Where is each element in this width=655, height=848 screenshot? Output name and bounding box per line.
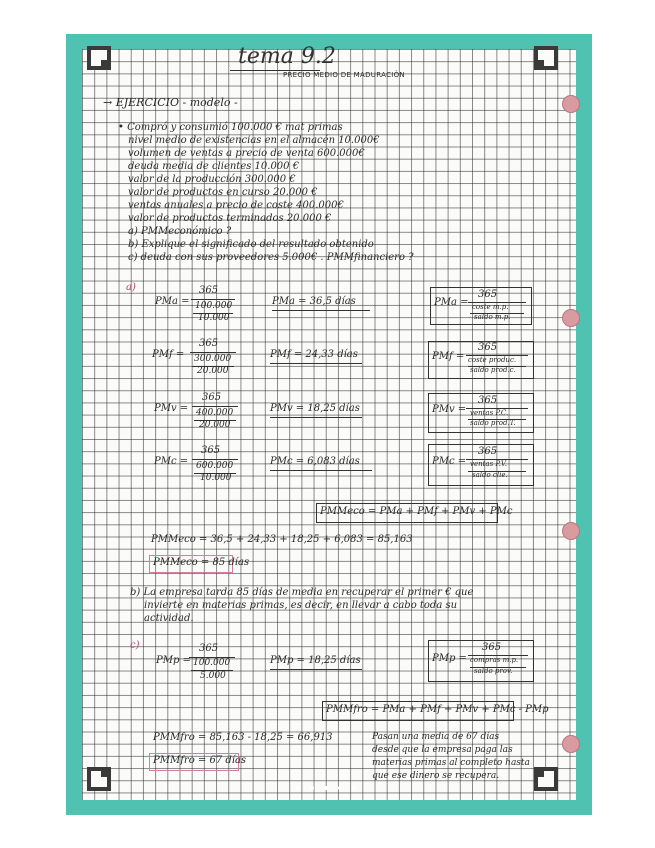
row-den2: 10.000: [198, 313, 230, 323]
row-lhs: PMa =: [155, 296, 190, 307]
result-underline: [270, 669, 362, 670]
box-den2: saldo prov.: [474, 667, 513, 675]
formula-eco: PMMeco = PMa + PMf + PMv + PMc: [320, 506, 513, 517]
row-numerator: 365: [201, 445, 221, 456]
box-den2: saldo clie.: [472, 471, 508, 479]
result-underline: [270, 470, 372, 471]
box-den2: saldo prod.c.: [470, 366, 516, 374]
row-result: PMv = 18,25 días: [270, 403, 360, 414]
statement-line: deuda media de clientes 10.000 €: [128, 161, 300, 172]
row-numerator: 365: [199, 338, 219, 349]
note-line: materias primas al completo hasta: [372, 758, 530, 768]
statement-line: volumen de ventas a precio de venta 600.000€: [128, 148, 365, 159]
box-den2: saldo m.p.: [474, 313, 511, 321]
footer-dot: [338, 786, 342, 790]
part-a-label: a): [126, 282, 136, 293]
box-numerator: 365: [478, 342, 498, 353]
row-den2: 5.000: [200, 671, 226, 681]
page-subtitle: PRECIO MEDIO DE MADURACIÓN: [283, 71, 405, 79]
box-lhs: PMf =: [432, 351, 465, 362]
box-den1: ventas P.V.: [470, 460, 507, 468]
footer-dot: [352, 786, 356, 790]
row-result: PMp = 18,25 días: [270, 655, 361, 666]
footer-dot: [310, 786, 314, 790]
note-line: que ese dinero se recupera.: [372, 771, 500, 781]
footer-dot: [324, 786, 328, 790]
row-result: PMf = 24,33 días: [270, 349, 358, 360]
note-line: desde que la empresa paga las: [372, 745, 513, 755]
result-eco: PMMeco = 85 días: [153, 557, 250, 568]
box-den2: saldo prod.T.: [470, 419, 516, 427]
corner-mark-icon: [87, 46, 111, 70]
row-lhs: PMv =: [154, 403, 189, 414]
row-numerator: 365: [199, 285, 219, 296]
result-underline: [272, 310, 370, 311]
fraction-bar: [191, 299, 235, 300]
row-lhs: PMf =: [152, 349, 185, 360]
row-den2: 10.000: [200, 473, 232, 483]
row-result: PMc = 6,083 días: [270, 456, 360, 467]
corner-mark-icon: [534, 46, 558, 70]
binder-hole: [562, 309, 580, 327]
row-den2: 20.000: [197, 366, 229, 376]
box-lhs: PMv =: [432, 404, 467, 415]
statement-line: ventas anuales a precio de coste 400.000€: [128, 200, 344, 211]
box-lhs: PMp =: [432, 653, 467, 664]
row-den2: 20.000: [199, 420, 231, 430]
statement-line: valor de productos en curso 20.000 €: [128, 187, 318, 198]
calc-fin: PMMfro = 85,163 - 18,25 = 66,913: [153, 732, 333, 743]
formula-fin: PMMfro = PMa + PMf + PMv + PMc - PMp: [326, 704, 549, 715]
box-den1: compras m.p.: [470, 656, 519, 664]
box-lhs: PMa =: [434, 297, 469, 308]
row-den1: 400.000: [196, 408, 234, 418]
box-numerator: 365: [478, 395, 498, 406]
result-underline: [270, 363, 362, 364]
page-title: tema 9.2: [238, 44, 336, 69]
binder-hole: [562, 95, 580, 113]
row-result: PMa = 36,5 días: [272, 296, 356, 307]
row-numerator: 365: [199, 643, 219, 654]
binder-hole: [562, 735, 580, 753]
box-numerator: 365: [478, 446, 498, 457]
statement-line: nivel medio de existencias en el almacén 10.000€: [128, 135, 380, 146]
statement-line: c) deuda con sus proveedores 5.000€ . PMMfinanciero ?: [128, 252, 414, 263]
corner-mark-icon: [87, 767, 111, 791]
statement-line: b) Explique el significado del resultado obtenido: [128, 239, 374, 250]
statement-line: valor de productos terminados 20.000 €: [128, 213, 332, 224]
fraction-bar: [190, 352, 236, 353]
box-lhs: PMc =: [432, 456, 467, 467]
binder-hole: [562, 522, 580, 540]
calc-eco: PMMeco = 36,5 + 24,33 + 18,25 + 6,083 = 85,163: [151, 534, 413, 545]
part-b-line: invierte en materias primas, es decir, en llevar a cabo toda su: [144, 600, 458, 611]
box-numerator: 365: [482, 642, 502, 653]
result-underline: [270, 417, 362, 418]
result-fin: PMMfro = 67 días: [153, 755, 247, 766]
row-den1: 600.000: [196, 461, 234, 471]
row-lhs: PMc =: [154, 456, 189, 467]
part-b-line: b) La empresa tarda 85 días de media en recuperar el primer € que: [130, 587, 474, 598]
part-b-line: actividad.: [144, 613, 194, 624]
row-lhs: PMp =: [156, 655, 191, 666]
box-den1: ventas P.C.: [470, 409, 509, 417]
row-numerator: 365: [202, 392, 222, 403]
statement-line: a) PMMeconómico ?: [128, 226, 232, 237]
fraction-bar: [192, 406, 238, 407]
row-den1: 300.000: [194, 354, 232, 364]
corner-mark-icon: [534, 767, 558, 791]
box-den1: coste produc.: [468, 356, 517, 364]
exercise-heading: → EJERCICIO - modelo -: [103, 96, 238, 109]
box-den1: coste m.p.: [472, 303, 509, 311]
note-line: Pasan una media de 67 días: [372, 732, 500, 742]
box-numerator: 365: [478, 289, 498, 300]
statement-line: • Compró y consumió 100.000 € mat primas: [118, 122, 343, 133]
row-den1: 100.000: [193, 658, 231, 668]
statement-line: valor de la producción 300.000 €: [128, 174, 296, 185]
footer-dot: [296, 786, 300, 790]
part-c-label: c): [130, 640, 140, 651]
fraction-bar: [192, 459, 238, 460]
row-den1: 100.000: [195, 301, 233, 311]
